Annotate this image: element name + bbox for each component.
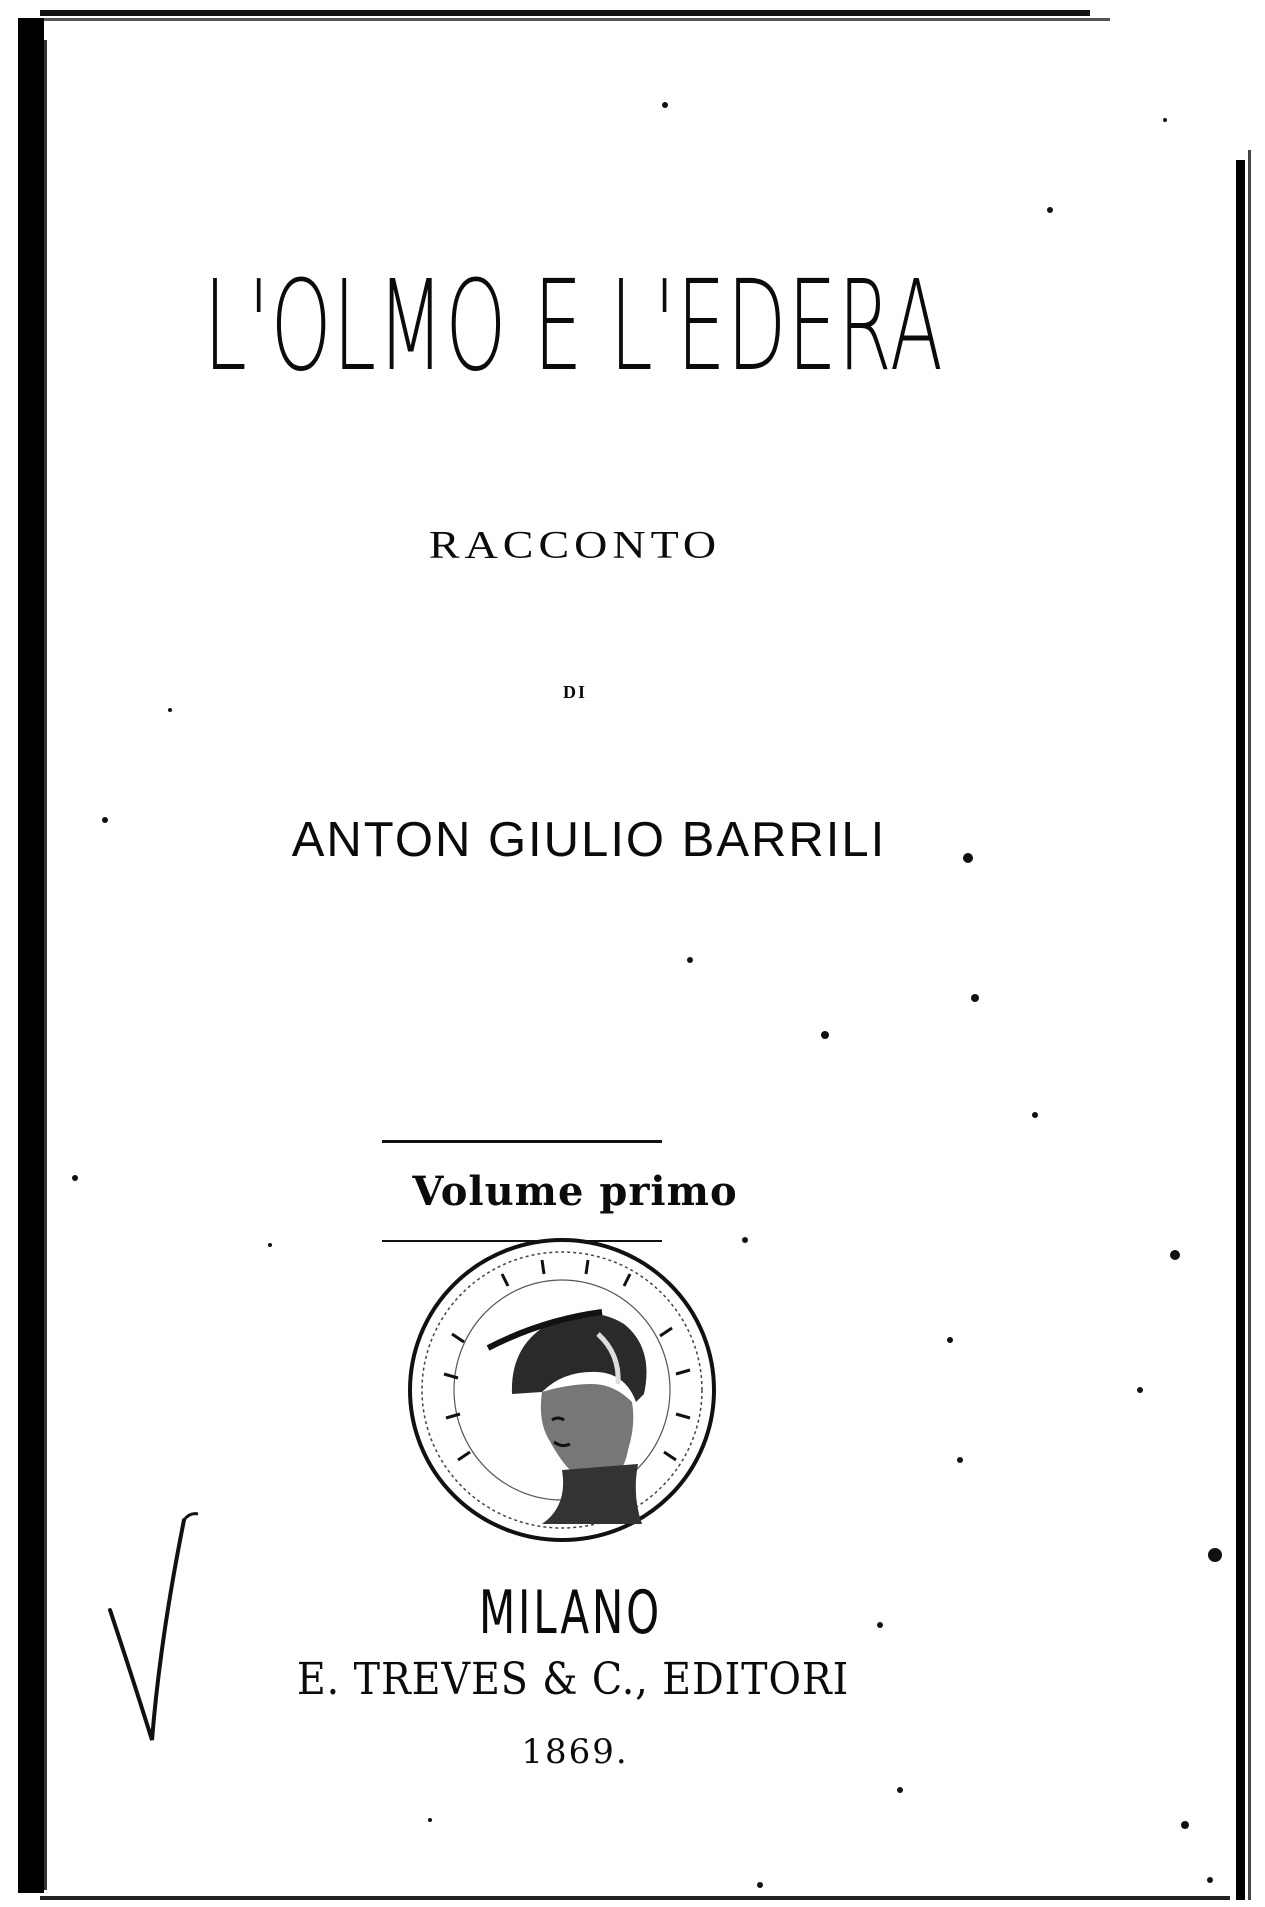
- imprint-year: 1869.: [521, 1732, 629, 1772]
- imprint-publisher: E. TREVES & C., EDITORI: [296, 1654, 850, 1705]
- author-name: ANTON GIULIO BARRILI: [291, 813, 887, 867]
- by-line: DI: [562, 682, 587, 702]
- book-subtitle: RACCONTO: [428, 522, 722, 567]
- imprint-city: MILANO: [478, 1578, 662, 1648]
- book-title: L'OLMO E L'EDERA: [203, 254, 945, 399]
- volume-label: Volume primo: [412, 1168, 738, 1215]
